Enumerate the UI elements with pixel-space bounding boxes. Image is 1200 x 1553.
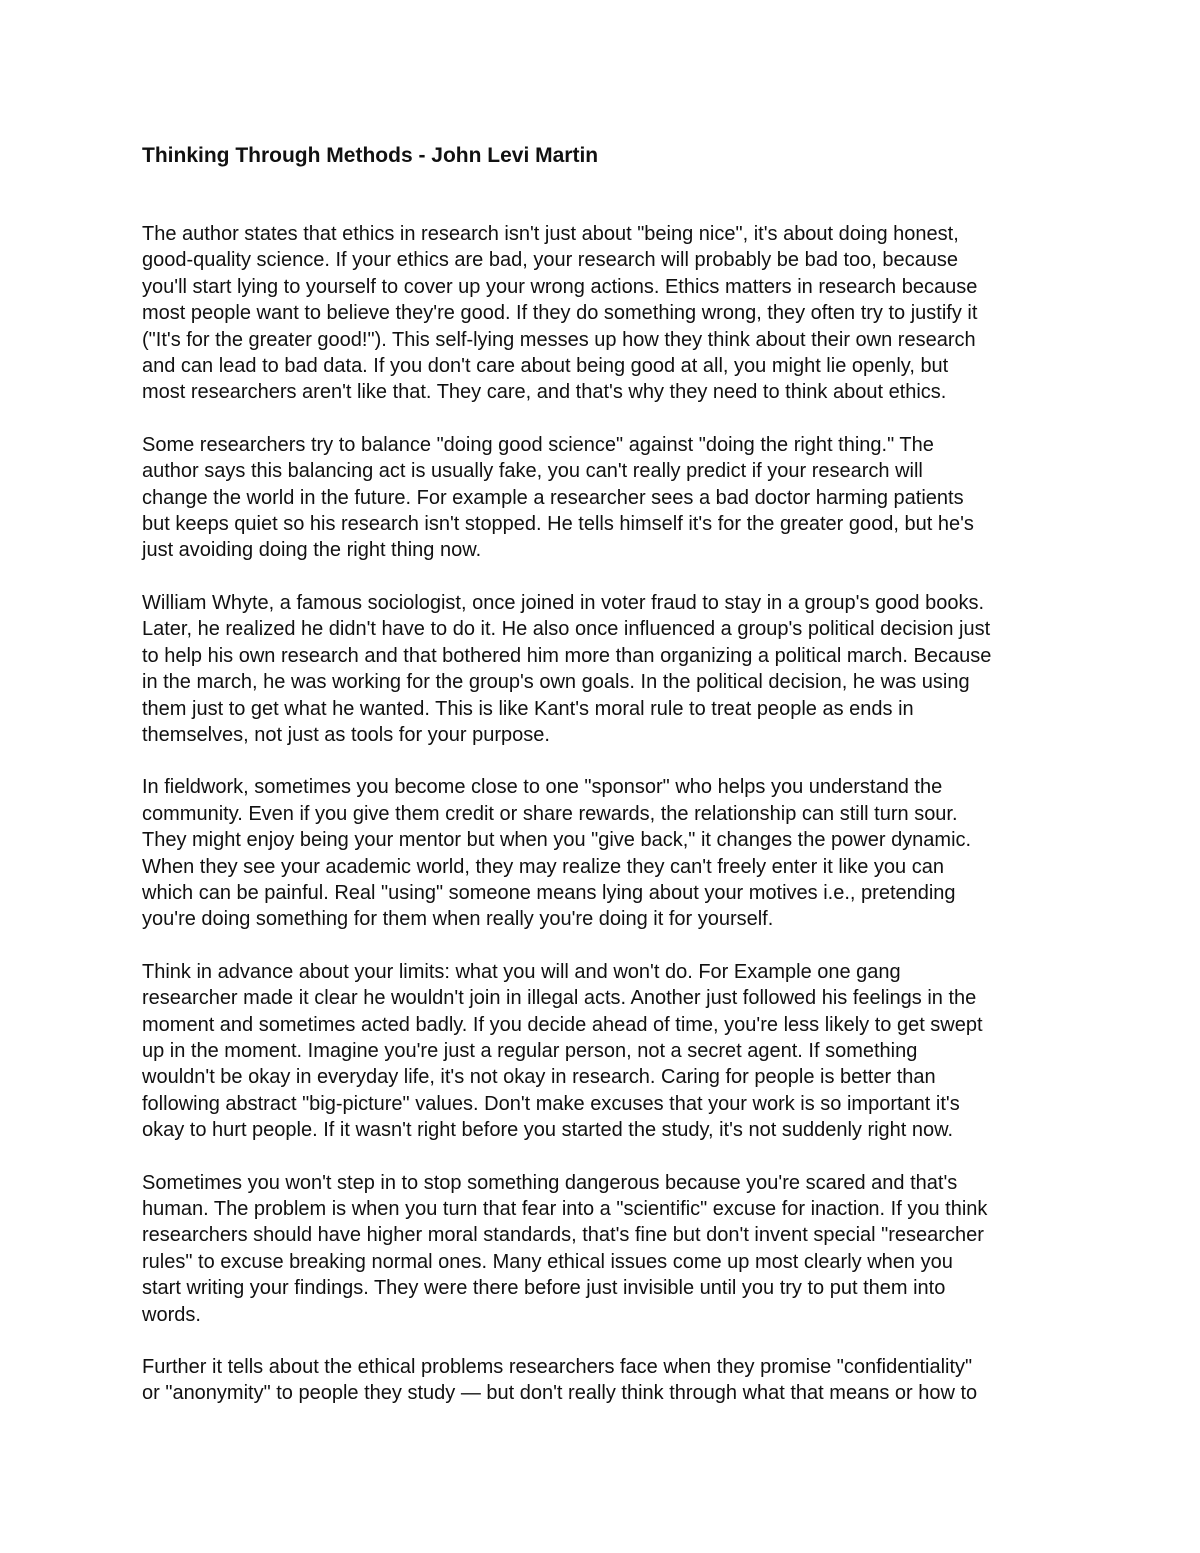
- text-line: researchers should have higher moral standards, that's fine but don't invent special "researcher: [142, 1224, 984, 1247]
- text-line: in the march, he was working for the group's own goals. In the political decision, he was using: [142, 671, 970, 694]
- text-line: them just to get what he wanted. This is like Kant's moral rule to treat people as ends in: [142, 697, 914, 720]
- document-page: [142, 140, 1067, 1407]
- text-line: Some researchers try to balance "doing good science" against "doing the right thing." The: [142, 433, 934, 456]
- text-line: ("It's for the greater good!"). This self-lying messes up how they think about their own research: [142, 328, 976, 351]
- text-line: just avoiding doing the right thing now.: [142, 539, 482, 562]
- text-line: you'll start lying to yourself to cover up your wrong actions. Ethics matters in research because: [142, 275, 978, 298]
- paragraph-ethics-honesty: [142, 221, 1067, 406]
- paragraph-william-whyte: [142, 590, 1067, 748]
- text-line: community. Even if you give them credit or share rewards, the relationship can still turn sour.: [142, 802, 958, 825]
- text-line: Further it tells about the ethical problems researchers face when they promise "confidentiality": [142, 1356, 973, 1379]
- text-line: The author states that ethics in research isn't just about "being nice", it's about doing honest,: [142, 223, 959, 245]
- text-line: good-quality science. If your ethics are bad, your research will probably be bad too, because: [142, 249, 959, 272]
- text-line: you're doing something for them when really you're doing it for yourself.: [142, 908, 774, 931]
- text-line: most researchers aren't like that. They care, and that's why they need to think about ethics.: [142, 381, 947, 404]
- text-line: Think in advance about your limits: what you will and won't do. For Example one gang: [142, 960, 901, 983]
- paragraph-limits: [142, 959, 1067, 1144]
- text-line: okay to hurt people. If it wasn't right before you started the study, it's not suddenly right now.: [142, 1119, 954, 1142]
- text-line: They might enjoy being your mentor but when you "give back," it changes the power dynamic.: [142, 829, 972, 852]
- text-line: change the world in the future. For example a researcher sees a bad doctor harming patients: [142, 486, 964, 509]
- paragraph-confidentiality: [142, 1354, 1067, 1407]
- text-line: but keeps quiet so his research isn't stopped. He tells himself it's for the greater good, but he's: [142, 513, 974, 536]
- text-line: which can be painful. Real "using" someone means lying about your motives i.e., pretending: [142, 881, 956, 904]
- text-line: author says this balancing act is usually fake, you can't really predict if your research will: [142, 460, 923, 483]
- paragraph-fieldwork-sponsor: [142, 774, 1067, 932]
- text-line: most people want to believe they're good. If they do something wrong, they often try to justify it: [142, 302, 978, 325]
- text-line: In fieldwork, sometimes you become close to one "sponsor" who helps you understand the: [142, 776, 943, 799]
- text-line: following abstract "big-picture" values. Don't make excuses that your work is so important it's: [142, 1092, 960, 1115]
- text-line: words.: [142, 1303, 201, 1326]
- text-line: Sometimes you won't step in to stop something dangerous because you're scared and that's: [142, 1171, 958, 1194]
- text-line: William Whyte, a famous sociologist, once joined in voter fraud to stay in a group's good books.: [142, 591, 985, 614]
- document-title: Thinking Through Methods - John Levi Martin: [142, 144, 599, 167]
- text-line: and can lead to bad data. If you don't care about being good at all, you might lie openly, but: [142, 355, 949, 378]
- text-line: up in the moment. Imagine you're just a regular person, not a secret agent. If something: [142, 1039, 918, 1062]
- paragraph-balancing-act: [142, 432, 1067, 564]
- text-line: to help his own research and that bothered him more than organizing a political march. Because: [142, 644, 992, 667]
- text-line: Later, he realized he didn't have to do it. He also once influenced a group's political decision just: [142, 618, 991, 641]
- text-line: start writing your findings. They were there before just invisible until you try to put them into: [142, 1277, 946, 1300]
- text-line: researcher made it clear he wouldn't join in illegal acts. Another just followed his feelings in the: [142, 987, 977, 1010]
- text-line: or "anonymity" to people they study — but don't really think through what that means or how to: [142, 1382, 978, 1405]
- text-line: When they see your academic world, they may realize they can't freely enter it like you can: [142, 855, 944, 878]
- text-line: human. The problem is when you turn that fear into a "scientific" excuse for inaction. If you think: [142, 1198, 988, 1220]
- paragraph-fear-inaction: [142, 1170, 1067, 1328]
- text-line: moment and sometimes acted badly. If you decide ahead of time, you're less likely to get swept: [142, 1013, 983, 1036]
- text-line: rules" to excuse breaking normal ones. Many ethical issues come up most clearly when you: [142, 1250, 953, 1273]
- text-line: themselves, not just as tools for your purpose.: [142, 723, 550, 746]
- text-line: wouldn't be okay in everyday life, it's not okay in research. Caring for people is better than: [142, 1066, 936, 1089]
